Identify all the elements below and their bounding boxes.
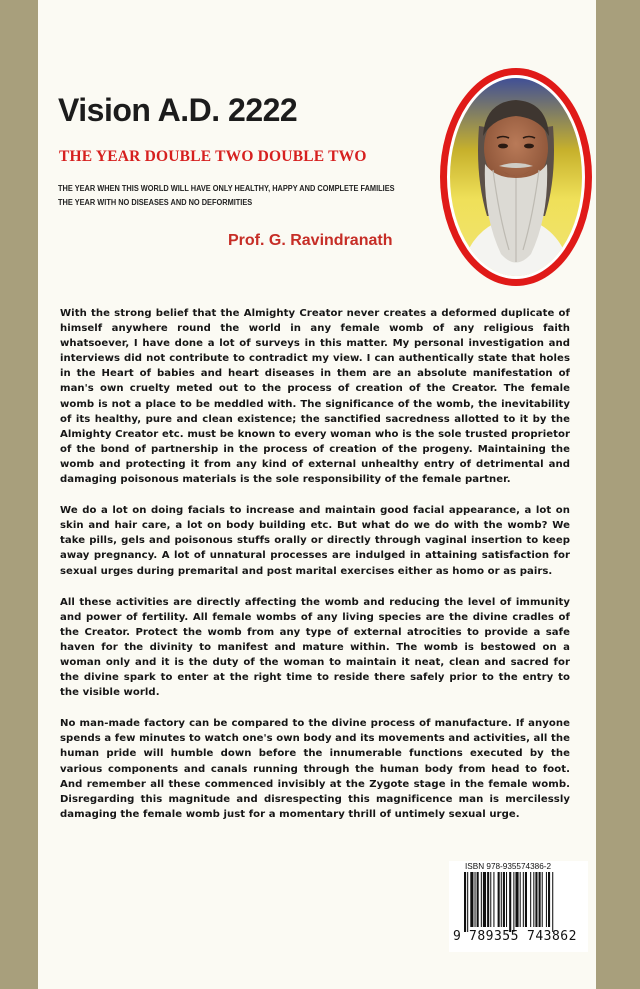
tagline-diseases: THE YEAR WITH NO DISEASES AND NO DEFORMITIES <box>58 197 253 207</box>
barcode-digit-lead: 9 <box>453 929 462 944</box>
author-name: Prof. G. Ravindranath <box>228 232 393 249</box>
barcode-bar <box>513 872 514 932</box>
book-title: Vision A.D. 2222 <box>58 92 298 128</box>
barcode-bar <box>490 872 491 927</box>
barcode-bar <box>470 872 473 927</box>
barcode-bar <box>542 872 543 927</box>
barcode-bar <box>525 872 527 927</box>
blurb-paragraph-1: With the strong belief that the Almighty Creator never creates a deformed duplicate of himself anywhere round the world in any female womb of any religious faith whatsoever, I have done a lot of surveys in this matter. My personal investigation and interviews did not contribute to contradict my view. I can authentically state that holes in the Heart of babies and heart diseases in them are an absolute manifestation of man's own cruelty meted out to the process of creation of the Creator. The female womb is not a place to be meddled with. The significance of the womb, the inevitability of its healthy, pure and clean existence; the sanctified sacredness allotted to it by the Almighty Creator etc. must be known to every woman who is the sole trusted proprietor of the bond of partnership in the process of creation of the progeny. Maintaining the womb and protecting it from any kind of external unhealthy entry of detrimental and damaging poisonous materials is the sole responsibility of the female partner. <box>60 308 570 486</box>
barcode-bar <box>475 872 476 927</box>
blurb-paragraph-3: All these activities are directly affecting the womb and reducing the level of immunity and power of fertility. All female wombs of any living species are the divine cradles of the Creator. Protect the womb from any type of external atrocities to provide a safe haven for the divinity to manifest and mature within. The womb is bestowed on a woman only and it is the duty of the woman to maintain it neat, clean and sacred for the divine spark to enter at the right time to reside there safely prior to the entry to the visible world. <box>60 596 570 699</box>
barcode-bar <box>487 872 489 927</box>
barcode-bar <box>533 872 534 927</box>
barcode-bar <box>509 872 511 932</box>
barcode-bar <box>503 872 505 927</box>
barcode-digits-left: 789355 <box>469 929 519 944</box>
blurb-paragraph-2: We do a lot on doing facials to increase and maintain good facial appearance, a lot on skin and hair care, a lot on body building etc. But what do we do with the womb? We take pills, gels and poisonous stuffs orally or directly through vaginal insertion to keep away pregnancy. A lot of unnatural processes are indulged in attaining satisfaction for sexual urges during premarital and post marital exercises either as homo or as pairs. <box>60 505 570 577</box>
barcode-bar <box>493 872 494 927</box>
barcode-bar <box>535 872 537 927</box>
barcode-bar <box>539 872 541 927</box>
barcode-digits-right: 743862 <box>527 929 577 944</box>
blurb-paragraph-4: No man-made factory can be compared to the divine process of manufacture. If anyone spends a few minutes to watch one's own body and its movements and activities, all the human pride will humble down before the innumerable functions executed by the various components and canals running through the human body from head to foot. And remember all these commenced invisibly at the Zygote stage in the female womb. Disregarding this magnitude and disrespecting this magnificence man is mercilessly damaging the female womb just for a momentary thrill of untimely sexual urge. <box>60 718 570 820</box>
isbn-barcode <box>449 861 588 952</box>
barcode-bar <box>483 872 486 927</box>
barcode-icon <box>449 872 588 932</box>
barcode-bar <box>515 872 518 927</box>
barcode-bar <box>467 872 468 932</box>
barcode-bar <box>552 872 553 932</box>
tagline-families: THE YEAR WHEN THIS WORLD WILL HAVE ONLY HEALTHY, HAPPY AND COMPLETE FAMILIES <box>58 183 395 193</box>
barcode-bar <box>506 872 507 927</box>
barcode-bar <box>481 872 482 927</box>
barcode-bar <box>523 872 524 927</box>
barcode-bar <box>464 872 466 932</box>
author-portrait-icon <box>439 66 593 288</box>
blurb-text <box>60 306 570 838</box>
barcode-bar <box>477 872 479 927</box>
barcode-bar <box>546 872 547 927</box>
barcode-bar <box>498 872 500 927</box>
isbn-label: ISBN 978-935574386-2 <box>465 862 552 871</box>
barcode-bar <box>548 872 550 927</box>
book-subtitle: THE YEAR DOUBLE TWO DOUBLE TWO <box>59 148 367 165</box>
barcode-bar <box>530 872 531 927</box>
barcode-bar <box>501 872 502 927</box>
barcode-bar <box>520 872 521 927</box>
back-cover-page <box>38 0 596 989</box>
